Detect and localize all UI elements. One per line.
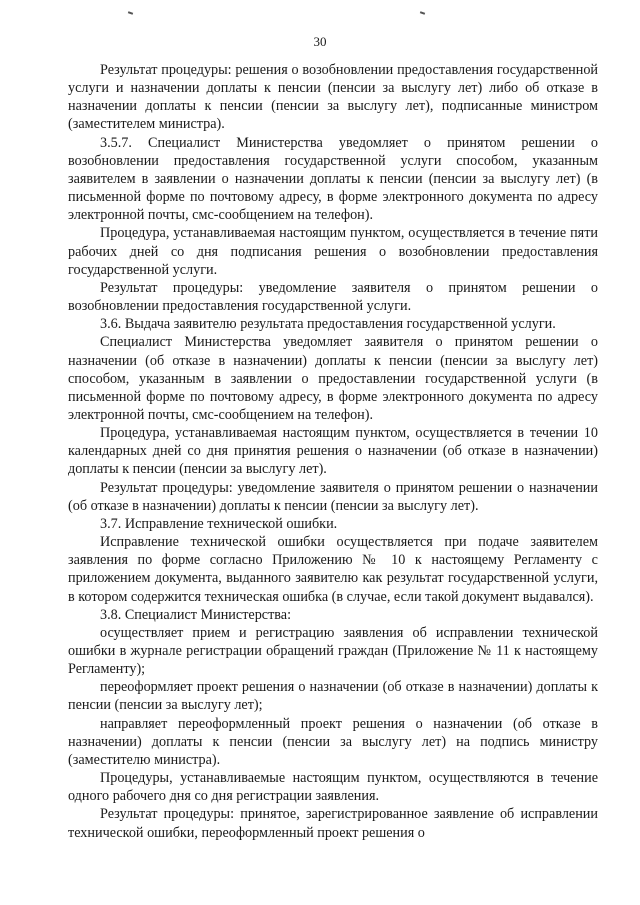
- paragraph: Процедура, устанавливаемая настоящим пунктом, осуществляется в течении 10 календарных дней со дня принятия решения о назначении (об отказе в назначении) доплаты к пенсии (пенсии за выслугу лет).: [68, 425, 598, 478]
- paragraph: Результат процедуры: уведомление заявителя о принятом решении о возобновлении предоставления государственной услуги.: [68, 279, 598, 315]
- scan-mark: [420, 11, 425, 15]
- paragraph: Процедура, устанавливаемая настоящим пунктом, осуществляется в течение пяти рабочих дней со дня подписания решения о возобновлении предоставления государственной услуги.: [68, 225, 598, 278]
- document-body: [68, 61, 598, 842]
- paragraph: Процедуры, устанавливаемые настоящим пунктом, осуществляются в течение одного рабочего дня со дня регистрации заявления.: [68, 770, 598, 805]
- page-number: 30: [313, 34, 327, 49]
- paragraph: 3.6. Выдача заявителю результата предоставления государственной услуги.: [100, 316, 556, 333]
- paragraph: осуществляет прием и регистрацию заявления об исправлении технической ошибки в журнале регистрации обращений граждан (Приложение № 11 к настоящему Регламенту);: [68, 624, 598, 678]
- paragraph: Результат процедуры: решения о возобновлении предоставления государственной услуги и назначении доплаты к пенсии (пенсии за выслугу лет) либо об отказе в назначении доплаты к пенсии (пенсии за выслугу лет), подписанные министром (заместителем министра).: [68, 62, 598, 133]
- paragraph: Результат процедуры: принятое, зарегистрированное заявление об исправлении технической ошибки, переоформленный проект решения о: [68, 806, 598, 841]
- paragraph: переоформляет проект решения о назначении (об отказе в назначении) доплаты к пенсии (пенсии за выслугу лет);: [68, 679, 598, 714]
- paragraph: Специалист Министерства уведомляет заявителя о принятом решении о назначении (об отказе в назначении) доплаты к пенсии (пенсии за выслугу лет) способом, указанным в заявлении о предоставлении государственной услуги (в письменной форме по почтовому адресу, в форме электронного документа по адресу электронной почты, смс-сообщением на телефон).: [68, 334, 598, 423]
- scan-mark: [128, 11, 133, 15]
- paragraph: 3.8. Специалист Министерства:: [100, 606, 292, 623]
- paragraph: направляет переоформленный проект решения о назначении (об отказе в назначении) доплаты к пенсии (пенсии за выслугу лет) на подпись министру (заместителю министра).: [68, 715, 598, 768]
- paragraph: 3.5.7. Специалист Министерства уведомляет о принятом решении о возобновлении предоставления государственной услуги способом, указанным заявителем в заявлении о назначении доплаты к пенсии (пенсии за выслугу лет) (в письменной форме по почтовому адресу, в форме электронного документа по адресу электронной почты, смс-сообщением на телефон).: [68, 134, 598, 224]
- paragraph: Исправление технической ошибки осуществляется при подаче заявителем заявления по форме согласно Приложению № 10 к настоящему Регламенту с приложением документа, выданного заявителю как результат государственной услуги, в котором содержится техническая ошибка (в случае, если такой документ выдавался).: [68, 534, 598, 605]
- paragraph: Результат процедуры: уведомление заявителя о принятом решении о назначении (об отказе в назначении) доплаты к пенсии (пенсии за выслугу лет).: [68, 479, 598, 514]
- paragraph: 3.7. Исправление технической ошибки.: [100, 515, 338, 532]
